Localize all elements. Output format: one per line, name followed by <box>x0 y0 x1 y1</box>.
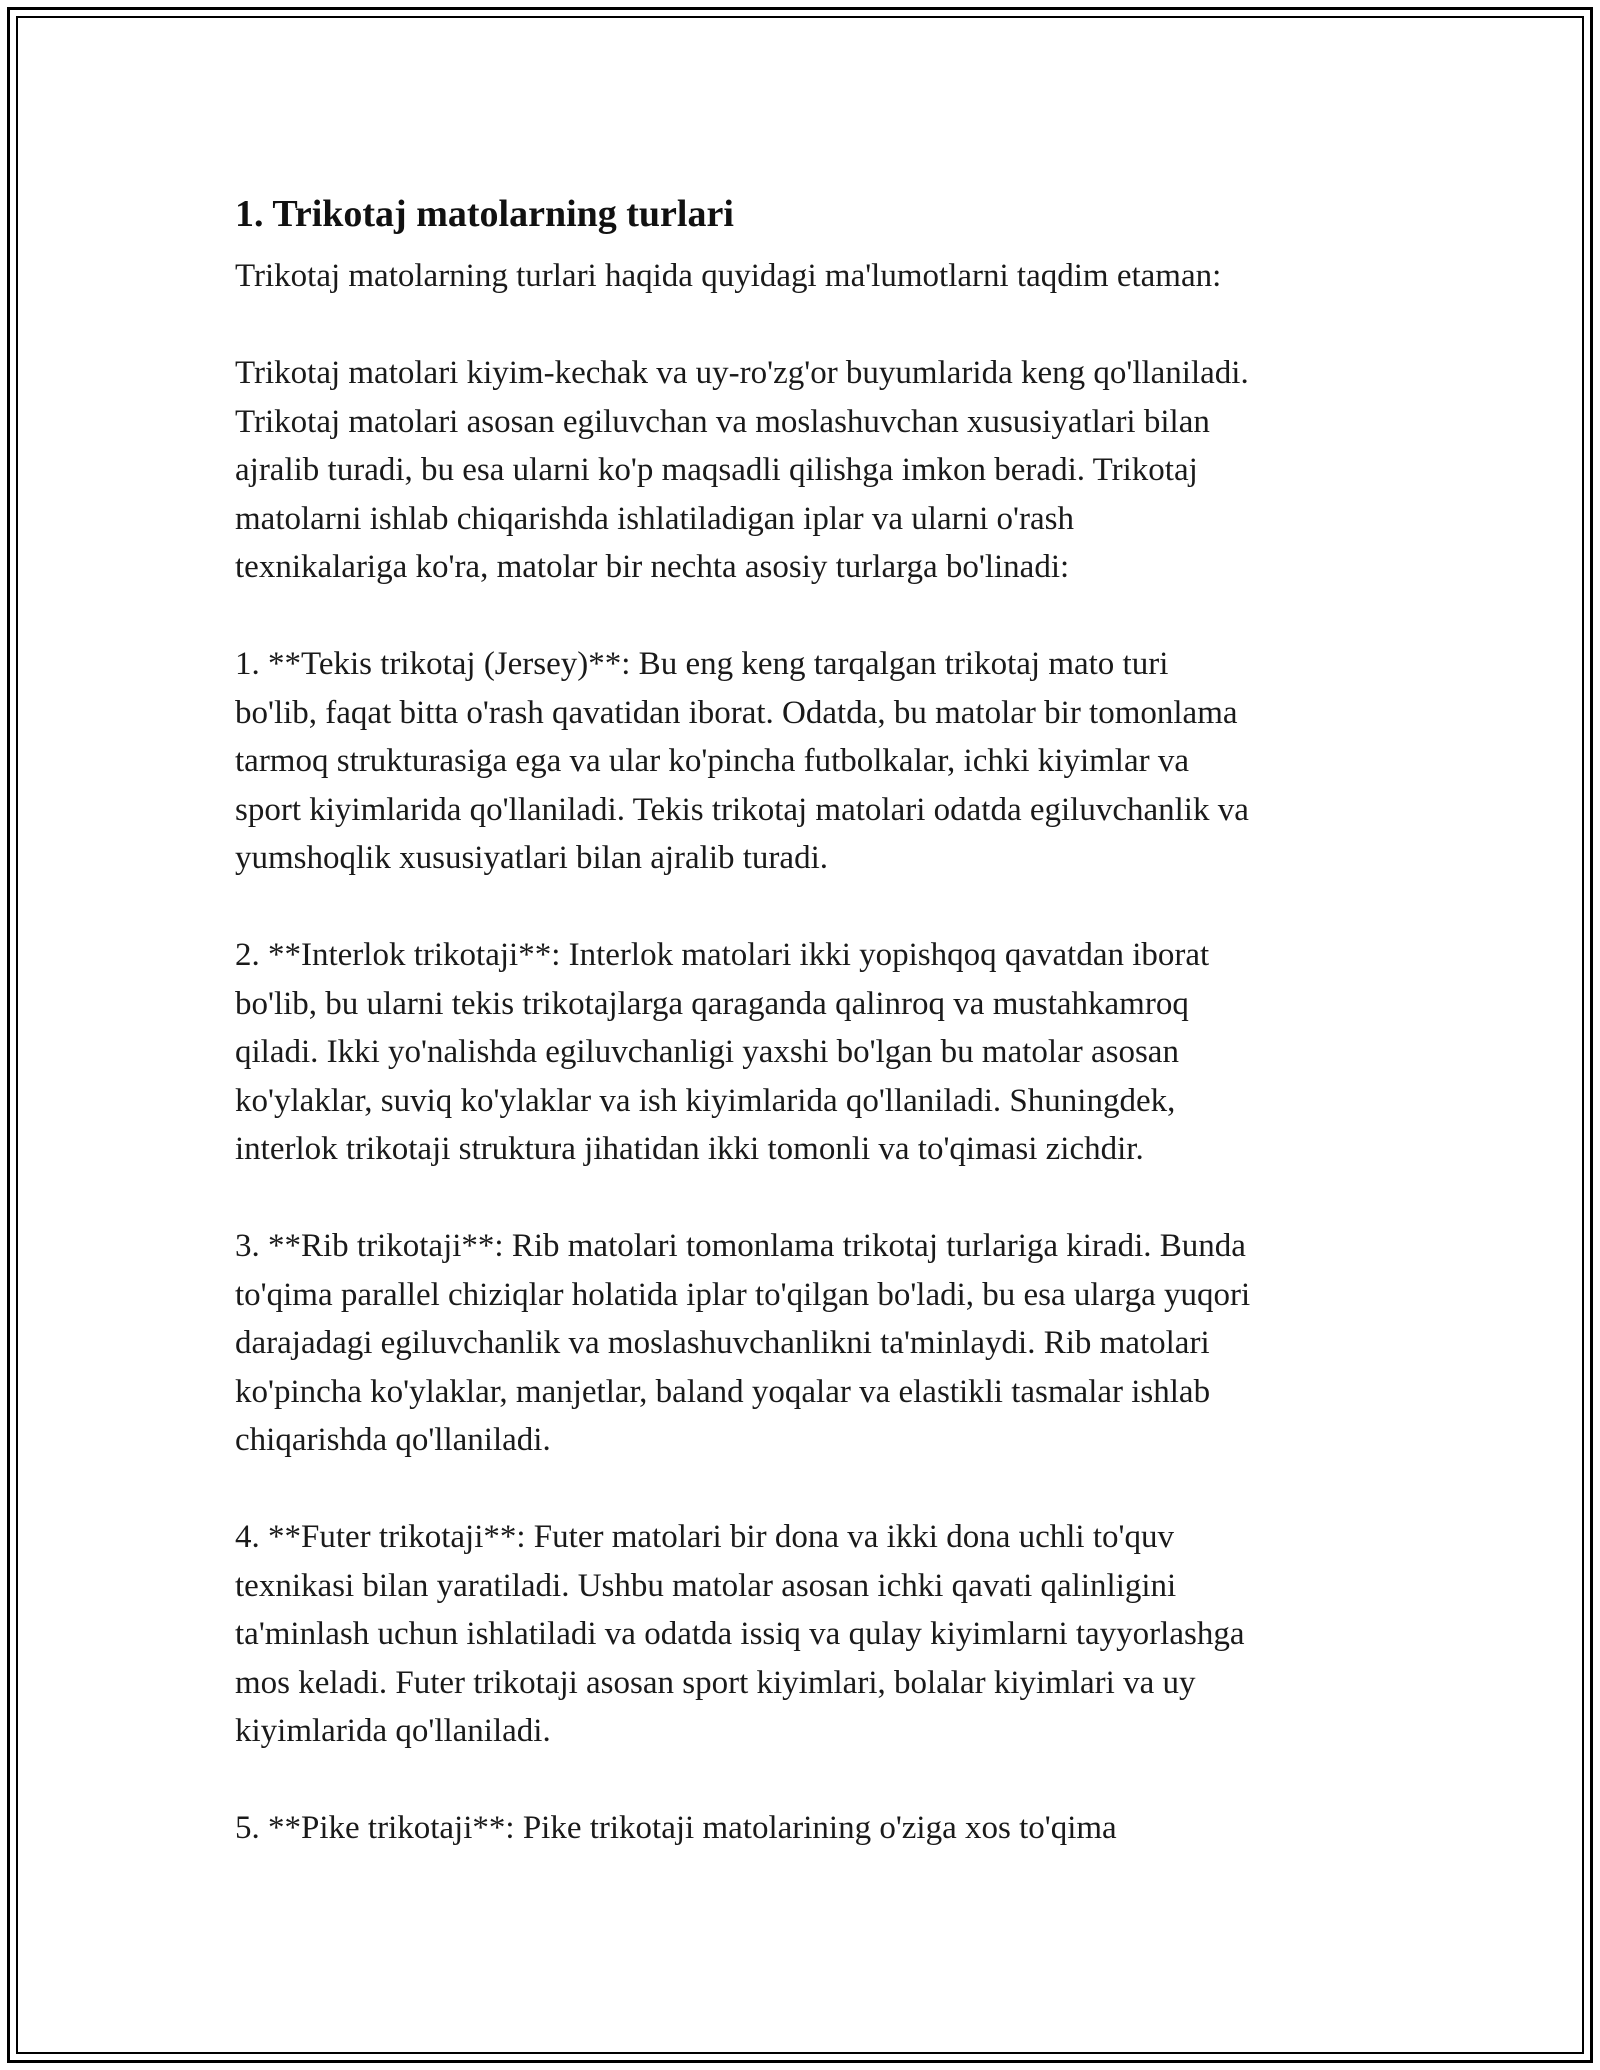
text-line: ajralib turadi, bu esa ularni ko'p maqsadli qilishga imkon beradi. Trikotaj <box>235 452 1198 488</box>
paragraph-list <box>235 252 1395 1853</box>
text-line: yumshoqlik xususiyatlari bilan ajralib turadi. <box>235 840 828 876</box>
text-line: ko'pincha ko'ylaklar, manjetlar, baland yoqalar va elastikli tasmalar ishlab <box>235 1373 1211 1410</box>
text-line: texnikalariga ko'ra, matolar bir nechta asosiy turlarga bo'linadi: <box>235 549 1070 585</box>
paragraph <box>235 1804 1395 1853</box>
text-line: Trikotaj matolari asosan egiluvchan va moslashuvchan xususiyatlari bilan <box>235 403 1210 440</box>
text-line: darajadagi egiluvchanlik va moslashuvchanlikni ta'minlaydi. Rib matolari <box>235 1325 1210 1361</box>
text-line: Trikotaj matolari kiyim-kechak va uy-ro'zg'or buyumlarida keng qo'llaniladi. <box>235 355 1249 391</box>
paragraph <box>235 252 1395 301</box>
text-line: bo'lib, bu ularni tekis trikotajlarga qaraganda qalinroq va mustahkamroq <box>235 985 1189 1022</box>
paragraph <box>235 1222 1395 1465</box>
paragraph <box>235 349 1395 592</box>
text-line: ta'minlash uchun ishlatiladi va odatda issiq va qulay kiyimlarni tayyorlashga <box>235 1616 1245 1652</box>
text-line: to'qima parallel chiziqlar holatida iplar to'qilgan bo'ladi, bu esa ularga yuqori <box>235 1276 1251 1313</box>
text-line: tarmoq strukturasiga ega va ular ko'pincha futbolkalar, ichki kiyimlar va <box>235 743 1189 779</box>
document-body <box>235 188 1395 1901</box>
text-line: qiladi. Ikki yo'nalishda egiluvchanligi yaxshi bo'lgan bu matolar asosan <box>235 1034 1179 1070</box>
text-line: interlok trikotaji struktura jihatidan ikki tomonli va to'qimasi zichdir. <box>235 1131 1144 1167</box>
paragraph <box>235 640 1395 883</box>
text-line: kiyimlarida qo'llaniladi. <box>235 1713 551 1749</box>
text-line: ko'ylaklar, suviq ko'ylaklar va ish kiyimlarida qo'llaniladi. Shuningdek, <box>235 1082 1176 1119</box>
page-title: 1. Trikotaj matolarning turlari <box>235 193 734 235</box>
text-line: chiqarishda qo'llaniladi. <box>235 1422 551 1458</box>
paragraph <box>235 1513 1395 1756</box>
text-line: 3. **Rib trikotaji**: Rib matolari tomonlama trikotaj turlariga kiradi. Bunda <box>235 1228 1246 1264</box>
text-line: 4. **Futer trikotaji**: Futer matolari bir dona va ikki dona uchli to'quv <box>235 1519 1174 1555</box>
text-line: texnikasi bilan yaratiladi. Ushbu matolar asosan ichki qavati qalinligini <box>235 1567 1177 1604</box>
text-line: 5. **Pike trikotaji**: Pike trikotaji matolarining o'ziga xos to'qima <box>235 1810 1117 1846</box>
text-line: bo'lib, faqat bitta o'rash qavatidan iborat. Odatda, bu matolar bir tomonlama <box>235 694 1238 731</box>
text-line: 1. **Tekis trikotaj (Jersey)**: Bu eng keng tarqalgan trikotaj mato turi <box>235 646 1169 682</box>
paragraph <box>235 931 1395 1174</box>
text-line: Trikotaj matolarning turlari haqida quyidagi ma'lumotlarni taqdim etaman: <box>235 258 1222 294</box>
text-line: matolarni ishlab chiqarishda ishlatiladigan iplar va ularni o'rash <box>235 500 1074 537</box>
text-line: mos keladi. Futer trikotaji asosan sport kiyimlari, bolalar kiyimlari va uy <box>235 1664 1196 1701</box>
text-line: sport kiyimlarida qo'llaniladi. Tekis trikotaj matolari odatda egiluvchanlik va <box>235 791 1249 828</box>
text-line: 2. **Interlok trikotaji**: Interlok matolari ikki yopishqoq qavatdan iborat <box>235 937 1210 973</box>
